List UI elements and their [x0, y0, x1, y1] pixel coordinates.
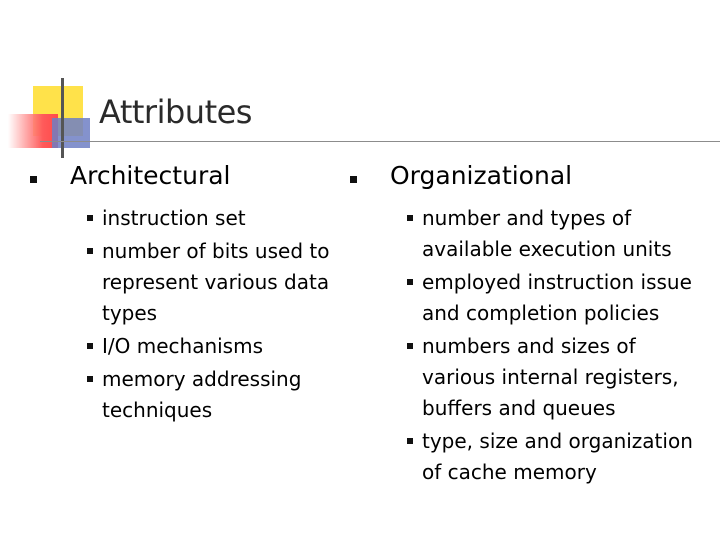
square-bullet-icon	[407, 343, 413, 349]
list-item	[90, 236, 350, 329]
list-item	[90, 203, 350, 234]
list-item-text: number of bits used to represent various data types	[102, 239, 330, 325]
list-item-text: employed instruction issue and completion policies	[422, 270, 692, 325]
list-item-text: type, size and organization of cache memory	[422, 429, 693, 484]
organizational-list	[410, 203, 710, 488]
list-item-text: memory addressing techniques	[102, 367, 302, 422]
decorative-red-bar	[8, 114, 58, 148]
square-bullet-icon	[87, 248, 93, 254]
architectural-column	[30, 161, 350, 428]
list-item	[410, 426, 710, 488]
square-bullet-icon	[87, 215, 93, 221]
square-bullet-icon	[350, 176, 357, 183]
organizational-heading-item	[350, 161, 710, 201]
title-underline	[40, 141, 720, 142]
architectural-list	[90, 203, 350, 426]
list-item	[90, 331, 350, 362]
square-bullet-icon	[87, 343, 93, 349]
slide-title: Attributes	[99, 93, 252, 131]
decorative-vertical-line	[61, 78, 64, 158]
list-item	[410, 203, 710, 265]
list-item-text: instruction set	[102, 206, 246, 230]
list-item	[90, 364, 350, 426]
list-item	[410, 267, 710, 329]
organizational-column	[350, 161, 710, 490]
square-bullet-icon	[87, 376, 93, 382]
architectural-heading-item	[30, 161, 350, 201]
list-item-text: numbers and sizes of various internal registers, buffers and queues	[422, 334, 679, 420]
list-item	[410, 331, 710, 424]
architectural-heading: Architectural	[70, 161, 231, 190]
organizational-heading: Organizational	[390, 161, 573, 190]
decorative-blue-square	[52, 118, 90, 148]
list-item-text: I/O mechanisms	[102, 334, 264, 358]
square-bullet-icon	[407, 215, 413, 221]
list-item-text: number and types of available execution units	[422, 206, 672, 261]
square-bullet-icon	[407, 279, 413, 285]
square-bullet-icon	[30, 176, 37, 183]
square-bullet-icon	[407, 438, 413, 444]
